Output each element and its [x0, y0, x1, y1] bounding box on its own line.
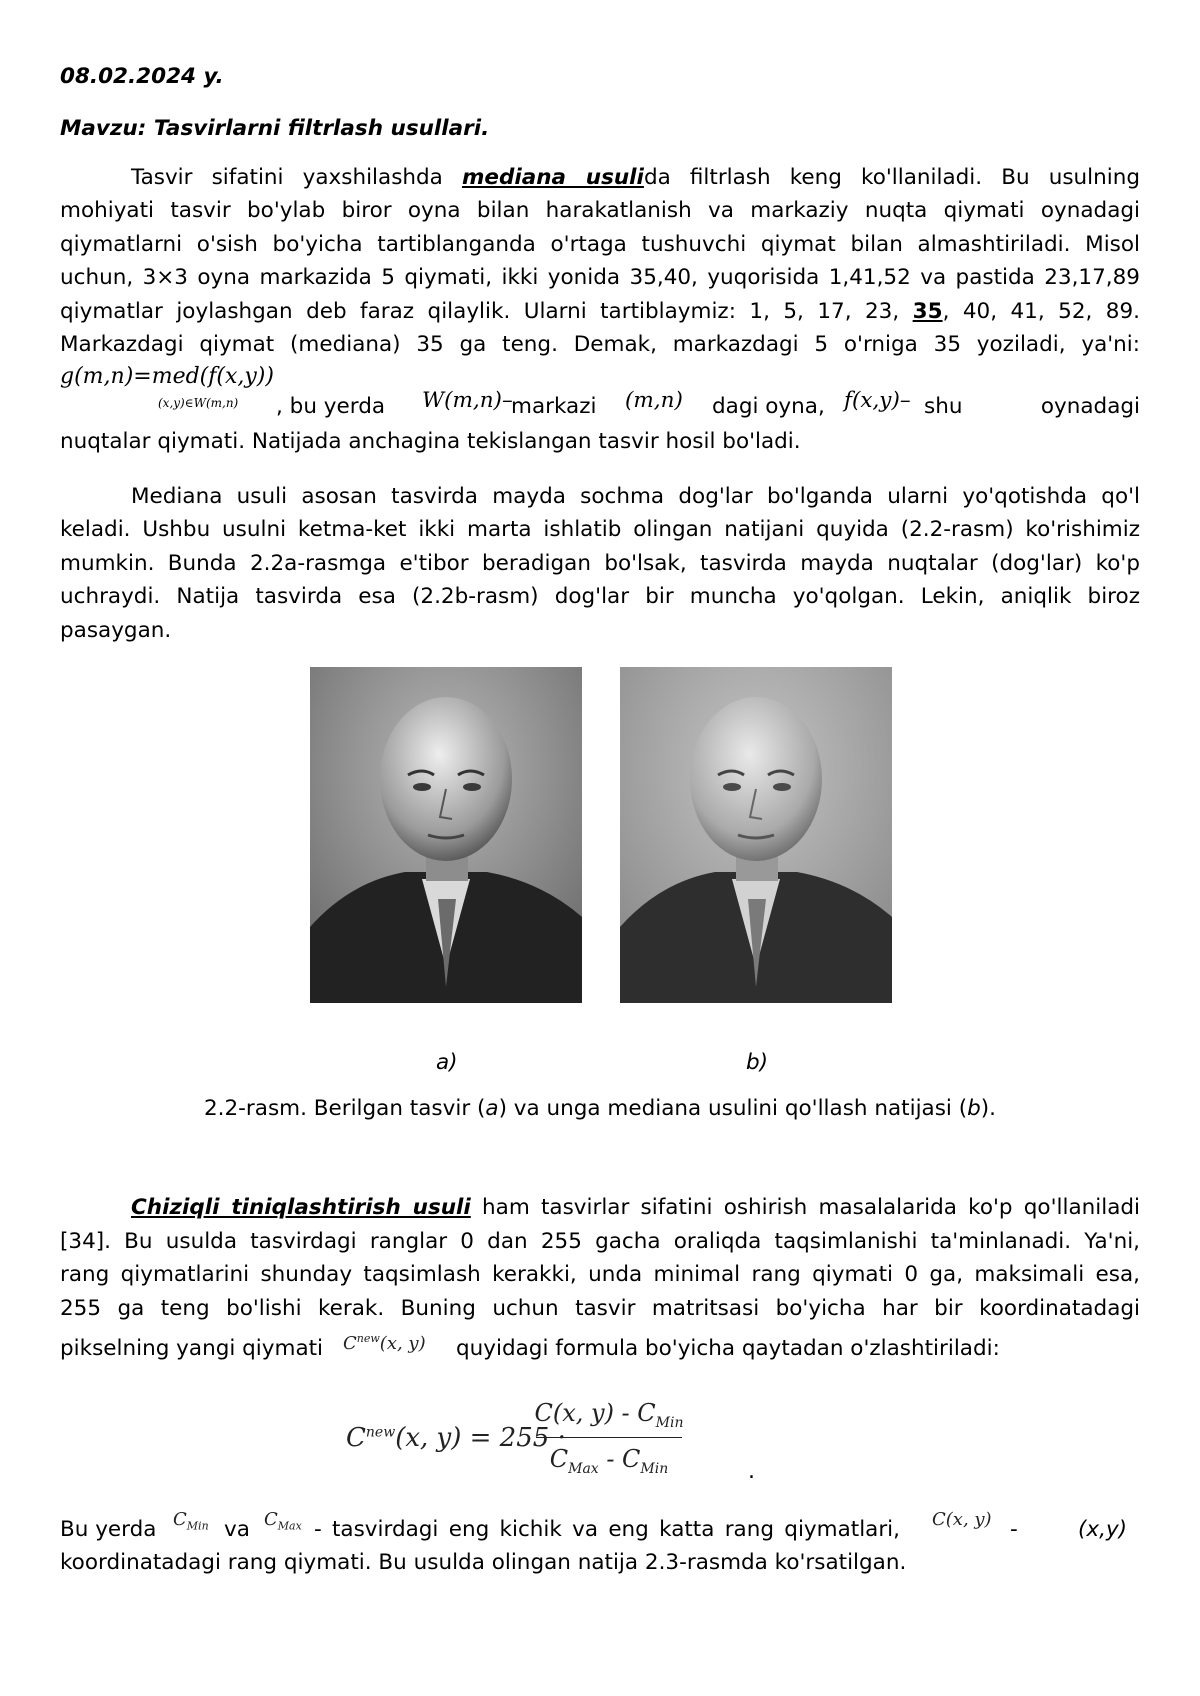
p4-text: - [314, 1517, 322, 1542]
cmin-symbol [173, 1507, 209, 1540]
cmax-c: C [264, 1509, 278, 1530]
formula-denominator [534, 1445, 684, 1477]
caption-text: b [967, 1096, 981, 1121]
formula-den-sub: Min [640, 1460, 669, 1477]
median-formula-subscript: (x,y)∈W(m,n) [158, 396, 239, 410]
caption-text: 2.2-rasm. Berilgan tasvir ( [203, 1096, 486, 1121]
cmax-symbol [264, 1507, 302, 1540]
formula-lhs-sup: new [365, 1424, 396, 1441]
p1-line-2: mohiyati tasvir bo'ylab biror oyna bilan harakatlanish va markaziy nuqta qiymati oynadagi [60, 198, 1140, 223]
topic-heading: Mavzu: Tasvirlarni filtrlash usullari. [60, 116, 490, 141]
p1-text: da filtrlash keng ko'llaniladi. Bu usulning [643, 165, 1140, 190]
p4-text: (x,y) [1078, 1517, 1128, 1542]
p1-line-6: Markazdagi qiymat (mediana) 35 ga teng. Demak, markazdagi 5 o'rniga 35 yoziladi, ya'ni: [60, 332, 1140, 357]
p1-text: , 40, 41, 52, 89. [942, 299, 1140, 324]
p1-text: , bu yerda [276, 394, 386, 419]
p2-line-1: Mediana usuli asosan tasvirda mayda sochma dog'lar bo'lganda ularni yo'qotishda qo'l [131, 484, 1140, 509]
formula-den-c: C [549, 1445, 569, 1473]
caption-text: ) va unga mediana usulini qo'llash natijasi ( [498, 1096, 968, 1121]
p3-text: quyidagi formula bo'yicha qaytadan o'zlashtiriladi: [456, 1336, 1000, 1361]
formula-lhs-args: (x, y) = 255 · [395, 1423, 566, 1453]
p4-text: - [1010, 1517, 1018, 1542]
p1-text: dagi oyna, [712, 394, 825, 419]
p1-line-1 [60, 165, 1140, 191]
figure-caption [60, 1096, 1140, 1122]
contrast-formula [346, 1393, 766, 1503]
p1-line-8: nuqtalar qiymati. Natijada anchagina tekislangan tasvir hosil bo'ladi. [60, 429, 801, 454]
value-symbol: f(x,y)– [844, 388, 911, 413]
center-symbol: (m,n) [625, 388, 683, 413]
p4-text: va [224, 1517, 250, 1542]
p1-text: shu oynadagi [924, 394, 1140, 419]
p3-text: pikselning yangi qiymati [60, 1336, 324, 1361]
p2-line-3: mumkin. Bunda 2.2a-rasmga e'tibor beradigan bo'lsak, tasvirda mayda nuqtalar (dog'lar) ko'p [60, 551, 1140, 576]
p3-line-3: rang qiymatlarini shunday taqsimlash kerakki, unda minimal rang qiymati 0 ga, maksimali esa, [60, 1262, 1140, 1287]
p2-line-2: keladi. Ushbu usulni ketma-ket ikki marta ishlatib olingan natijani quyida (2.2-rasm) ko'rishimiz [60, 517, 1140, 542]
p1-text: qiymatlar joylashgan deb faraz qilaylik. Ularni tartiblaymiz: 1, 5, 17, 23, [60, 299, 913, 324]
term-chiziqli-tiniqlashtirish: Chiziqli tiniqlashtirish usuli [131, 1195, 471, 1220]
caption-text: a [485, 1096, 499, 1121]
p4-text: Bu yerda [60, 1517, 157, 1542]
portrait-original-image [310, 667, 582, 1003]
fraction-bar [536, 1437, 682, 1438]
figure-label-b: b) [746, 1050, 769, 1075]
cnew-sup: new [356, 1332, 380, 1345]
p1-line-4: uchun, 3×3 oyna markazida 5 qiymati, ikki yonida 35,40, yuqorisida 1,41,52 va pastida 23,17,89 [60, 265, 1140, 290]
cnew-symbol [343, 1326, 426, 1357]
formula-den-sub: Max [568, 1460, 599, 1477]
document-date: 08.02.2024 y. [60, 64, 224, 89]
median-value: 35 [912, 299, 943, 324]
p2-line-5: pasaygan. [60, 618, 172, 643]
photo-filtered-b [620, 667, 892, 1003]
formula-den-mid: - C [598, 1445, 641, 1473]
formula-num: C(x, y) - C [534, 1399, 656, 1427]
p1-text: Tasvir sifatini yaxshilashda [131, 165, 462, 190]
term-mediana-usuli: mediana usuli [461, 165, 644, 190]
cmax-sub: Max [277, 1519, 302, 1533]
formula-numerator [534, 1399, 684, 1431]
formula-lhs-c: C [346, 1423, 366, 1453]
p1-text: markazi [511, 394, 597, 419]
p3-text: ham tasvirlar sifatini oshirish masalalarida ko'p qo'llaniladi [470, 1195, 1140, 1220]
formula-lhs [346, 1423, 566, 1453]
cnew-c: C [343, 1333, 357, 1354]
caption-text: ). [980, 1096, 997, 1121]
p3-line-2: [34]. Bu usulda tasvirdagi ranglar 0 dan 255 gacha oraliqda taqsimlanishi ta'minlanadi. Ya'ni, [60, 1229, 1140, 1254]
p4-text: tasvirdagi eng kichik va eng katta rang qiymatlari, [332, 1517, 900, 1542]
figure-label-a: a) [436, 1050, 458, 1075]
photo-original-a [310, 667, 582, 1003]
cmin-sub: Min [186, 1519, 209, 1533]
window-symbol: W(m,n)– [422, 388, 513, 413]
p2-line-4: uchraydi. Natija tasvirda esa (2.2b-rasm) dog'lar bir muncha yo'qolgan. Lekin, aniqlik biroz [60, 584, 1140, 609]
cmin-c: C [173, 1509, 187, 1530]
p1-line-5 [60, 299, 1140, 325]
cxy-symbol: C(x, y) [932, 1509, 992, 1530]
p1-line-3: qiymatlarni o'sish bo'yicha tartiblanganda o'rtaga tushuvchi qiymat bilan almashtiriladi. Misol [60, 232, 1140, 257]
formula-num-sub: Min [655, 1414, 684, 1431]
p3-line-1 [60, 1195, 1140, 1221]
cnew-args: (x, y) [379, 1333, 426, 1354]
portrait-filtered-image [620, 667, 892, 1003]
p4-line-2: koordinatadagi rang qiymati. Bu usulda olingan natija 2.3-rasmda ko'rsatilgan. [60, 1550, 907, 1575]
formula-end-dot: . [748, 1459, 755, 1484]
p3-line-4: 255 ga teng bo'lishi kerak. Buning uchun tasvir matritsasi bo'yicha har bir koordinatadagi [60, 1296, 1140, 1321]
median-formula: g(m,n)=med(f(x,y)) [60, 364, 274, 389]
